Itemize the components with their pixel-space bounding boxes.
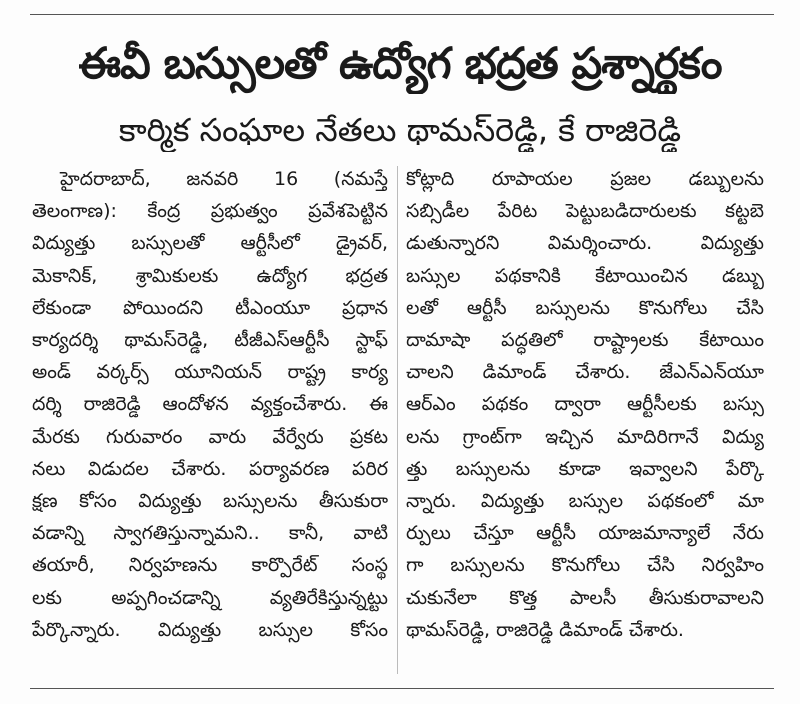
text-line: త్తు బస్సులను కూడా ఇవ్వాలని పేర్కొ <box>406 457 764 480</box>
text-line: లతో ఆర్టీసీ బస్సులను కొనుగోలు చేసి <box>406 296 764 319</box>
text-line: లను గ్రాంట్‌గా ఇచ్చిన మాదిరిగానే విద్యు <box>406 425 764 448</box>
text-line: నలు విడుదల చేశారు. పర్యావరణ పరిర <box>32 457 388 480</box>
text-line: చుకునేలా కొత్త పాలసీ తీసుకురావాలని <box>406 586 764 609</box>
top-rule <box>30 14 774 15</box>
text-line: హైదరాబాద్, జనవరి 16 (నమస్తే <box>60 168 388 190</box>
text-line: అండ్ వర్కర్స్ యూనియన్ రాష్ట్ర కార్య <box>32 361 388 384</box>
text-line: మెకానిక్, శ్రామికులకు ఉద్యోగ భద్రత <box>32 264 388 287</box>
text-line: పేర్కొన్నారు. విద్యుత్తు బస్సుల కోసం <box>32 618 388 641</box>
text-line: డుతున్నారని విమర్శించారు. విద్యుత్తు <box>406 232 764 255</box>
text-line: ర్పులు చేస్తూ ఆర్టీసీ యాజమాన్యాలే నేరు <box>406 522 764 545</box>
text-line: క్షణ కోసం విద్యుత్తు బస్సులను తీసుకురా <box>32 490 388 513</box>
column-divider <box>397 166 398 674</box>
text-line: చాలని డిమాండ్ చేశారు. జేఎన్‌ఎన్‌యూ <box>406 361 764 384</box>
text-line: లకు అప్పగించడాన్ని వ్యతిరేకిస్తున్నట్టు <box>32 586 388 609</box>
text-line: సబ్సిడీల పేరిట పెట్టుబడిదారులకు కట్టబె <box>406 200 764 223</box>
text-line: న్నారు. విద్యుత్తు బస్సుల పథకంలో మా <box>406 490 764 513</box>
text-line: తయారీ, నిర్వహణను కార్పొరేట్ సంస్థ <box>32 554 388 577</box>
text-line: వడాన్ని స్వాగతిస్తున్నామని.. కానీ, వాటి <box>32 522 388 545</box>
bottom-rule <box>30 688 774 689</box>
text-line: మేరకు గురువారం వారు వేర్వేరు ప్రకట <box>32 425 388 448</box>
headline: ఈవీ బస్సులతో ఉద్యోగ భద్రత ప్రశ్నార్థకం <box>78 39 722 89</box>
right-column <box>406 163 764 683</box>
text-line: థామస్‌రెడ్డి, రాజిరెడ్డి డిమాండ్ చేశారు. <box>406 618 684 641</box>
text-line: బస్సుల పథకానికి కేటాయించిన డబ్బు <box>406 264 764 287</box>
left-column <box>32 163 388 683</box>
text-line: కార్యదర్శి థామస్‌రెడ్డి, టీజీఎస్‌ఆర్టీసీ స్టాఫ్ <box>32 329 388 352</box>
text-line: దర్శి రాజిరెడ్డి ఆందోళన వ్యక్తంచేశారు. ఈ <box>32 393 388 416</box>
text-line: కోట్లాది రూపాయల ప్రజల డబ్బులను <box>406 168 764 190</box>
text-line: విద్యుత్తు బస్సులతో ఆర్టీసీలో డ్రైవర్, <box>32 232 388 255</box>
subheadline: కార్మిక సంఘాల నేతలు థామస్‌రెడ్డి, కే రాజిరెడ్డి <box>118 111 682 149</box>
text-line: గా బస్సులను కొనుగోలు చేసి నిర్వహిం <box>406 554 764 577</box>
text-line: ఆర్ఎం పథకం ద్వారా ఆర్టీసీలకు బస్సు <box>406 393 764 416</box>
text-line: దామాషా పద్ధతిలో రాష్ట్రాలకు కేటాయిం <box>406 329 764 352</box>
text-line: లేకుండా పోయిందని టీఎంయూ ప్రధాన <box>32 296 388 319</box>
text-line: తెలంగాణ): కేంద్ర ప్రభుత్వం ప్రవేశపెట్టిన <box>32 200 388 223</box>
